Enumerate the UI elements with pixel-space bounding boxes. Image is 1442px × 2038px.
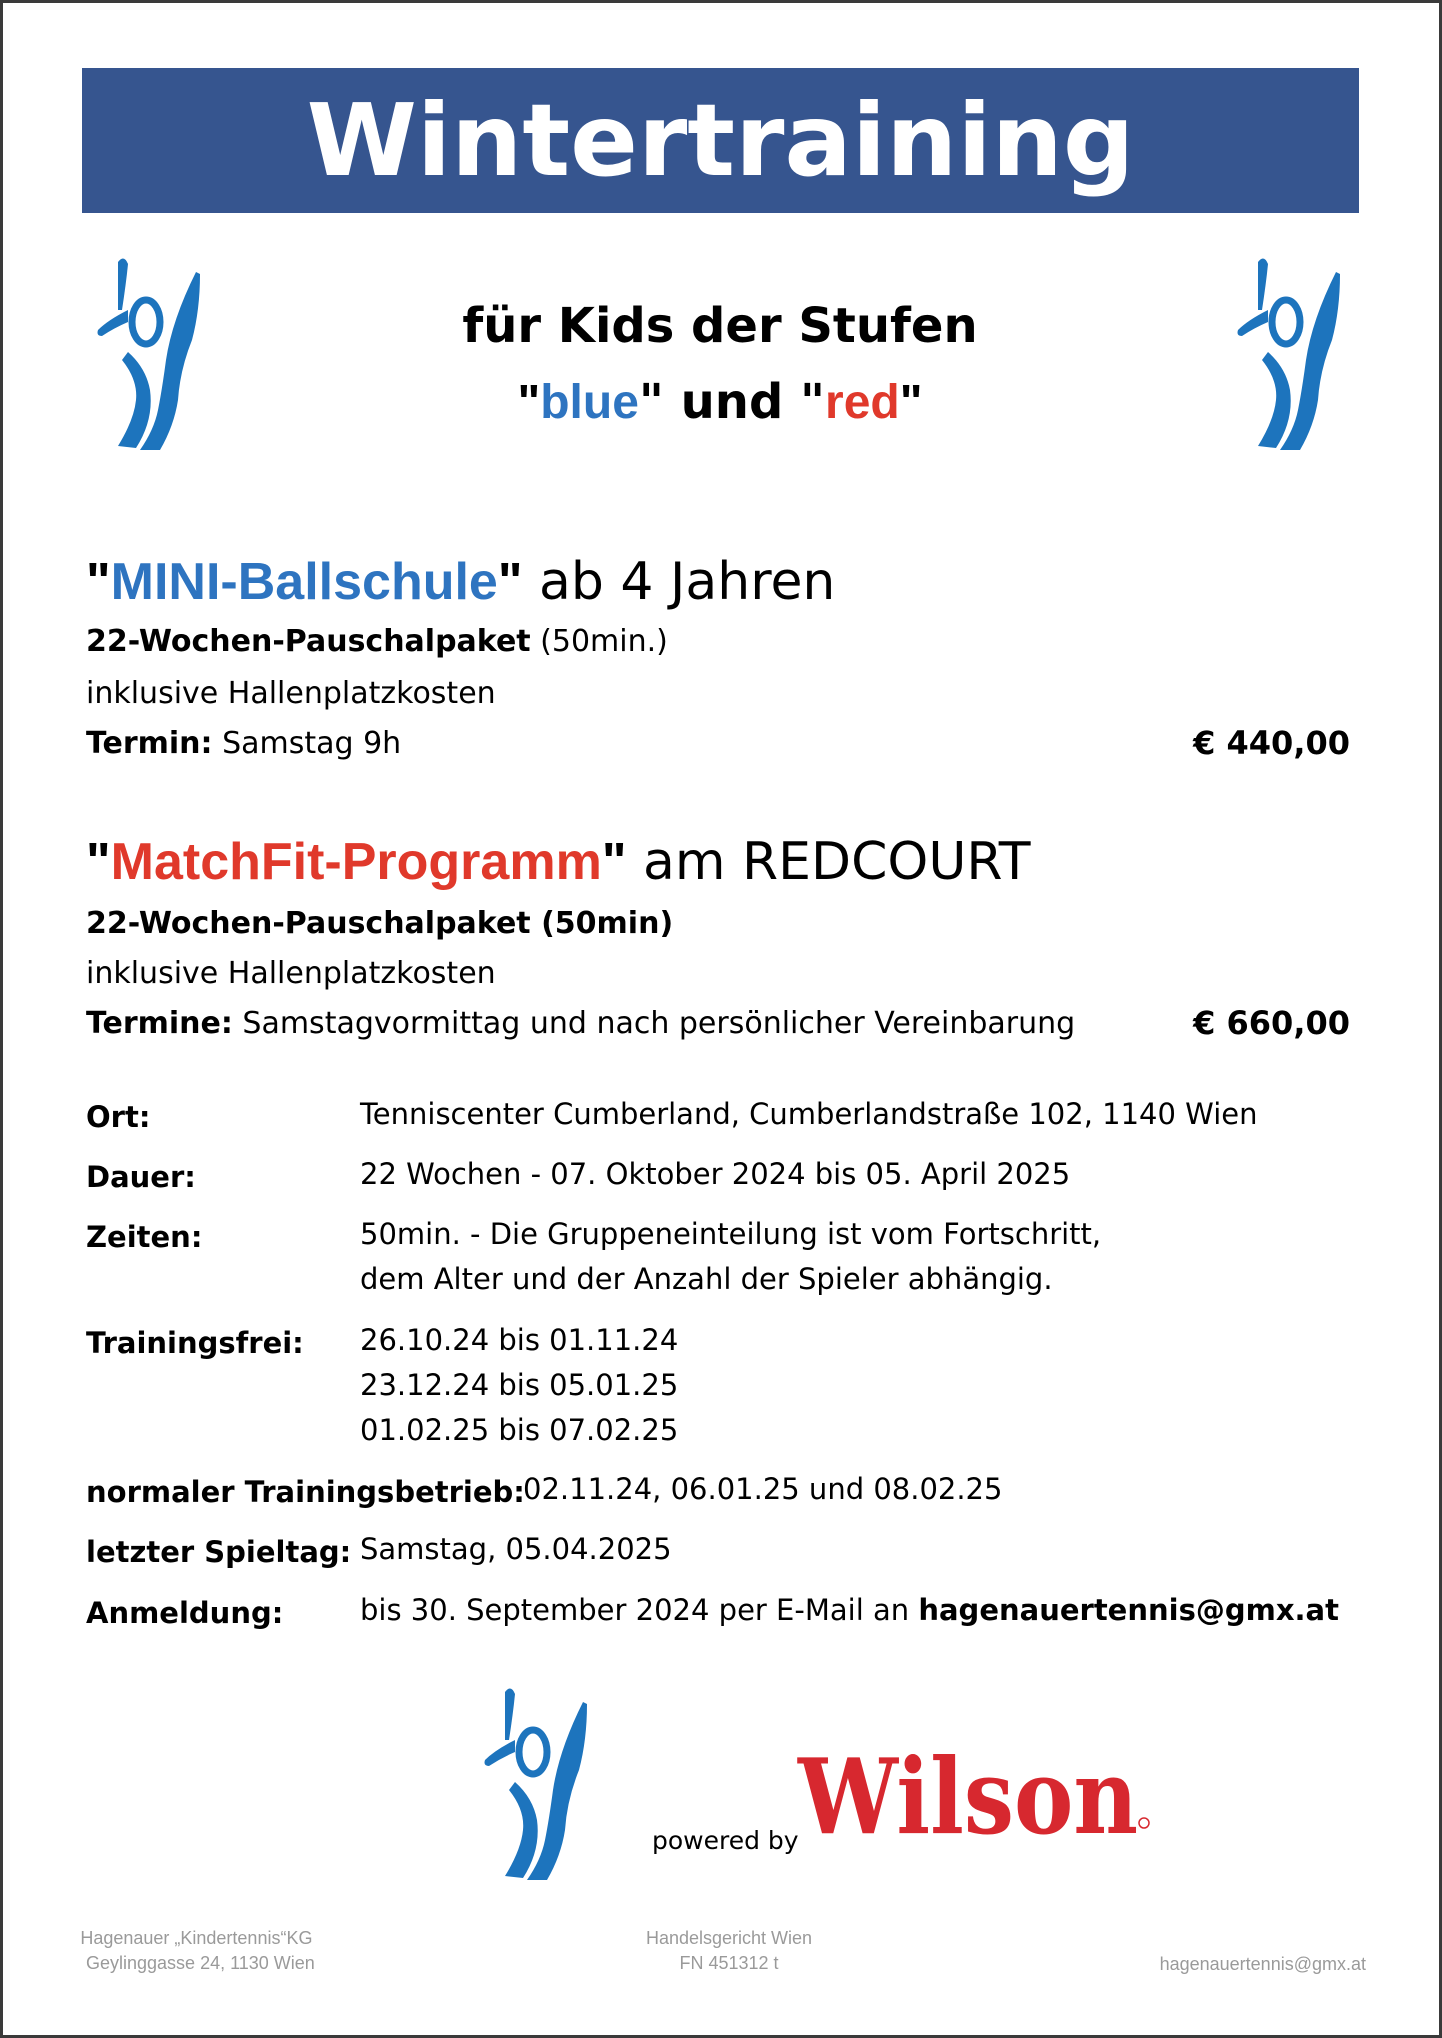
zeiten-label: Zeiten: [86, 1220, 203, 1254]
footer-company [78, 1926, 315, 1976]
level-blue: blue [540, 376, 639, 429]
ort-label: Ort: [86, 1100, 151, 1134]
last-match-day-value: Samstag, 05.04.2025 [360, 1532, 672, 1566]
quote: " [497, 553, 523, 611]
anmeldung-label: Anmeldung: [86, 1596, 284, 1630]
matchfit-price: € 660,00 [1193, 1004, 1350, 1042]
subtitle [320, 288, 1120, 441]
normal-training-value: 02.11.24, 06.01.25 und 08.02.25 [523, 1472, 1003, 1506]
quote: " [86, 553, 111, 611]
mini-termin-value: Samstag 9h [212, 726, 402, 761]
matchfit-package: 22-Wochen-Pauschalpaket (50min) [86, 906, 674, 941]
quote: " [899, 376, 923, 429]
trainingsfrei-period: 23.12.24 bis 05.01.25 [360, 1368, 679, 1402]
quote: " [601, 833, 627, 891]
zeiten-line: dem Alter und der Anzahl der Spieler abhängig. [360, 1262, 1053, 1296]
mini-age: ab 4 Jahren [522, 552, 836, 612]
matchfit-location: am REDCOURT [626, 832, 1031, 892]
mini-package [86, 624, 668, 659]
subtitle-line1: für Kids der Stufen [462, 298, 978, 354]
dauer-value: 22 Wochen - 07. Oktober 2024 bis 05. April 2025 [360, 1157, 1071, 1191]
normal-training-label: normaler Trainingsbetrieb: [86, 1475, 525, 1509]
matchfit-termin-value: Samstagvormittag und nach persönlicher Vereinbarung [232, 1006, 1076, 1041]
mini-termin-label: Termin: [86, 726, 213, 761]
wilson-logo-text: Wilson [797, 1735, 1138, 1855]
subtitle-und: " und " [638, 374, 826, 430]
anmeldung-email[interactable]: hagenauertennis@gmx.at [918, 1593, 1339, 1627]
ort-value: Tenniscenter Cumberland, Cumberlandstraße 102, 1140 Wien [360, 1097, 1258, 1131]
powered-by-text: powered by [652, 1826, 799, 1855]
level-red: red [825, 376, 900, 429]
footer-email[interactable]: hagenauertennis@gmx.at [1159, 1954, 1366, 1974]
matchfit-termin-label: Termine: [86, 1006, 233, 1041]
matchfit-termin [86, 1006, 1075, 1041]
mini-inclusive: inklusive Hallenplatzkosten [86, 676, 496, 711]
tennis-player-logo-icon [470, 1680, 600, 1890]
trainingsfrei-value [360, 1318, 678, 1453]
mini-package-duration: (50min.) [530, 624, 668, 659]
anmeldung-value [360, 1588, 1339, 1633]
last-match-day-label: letzter Spieltag: [86, 1535, 352, 1569]
mini-termin [86, 726, 401, 761]
matchfit-inclusive: inklusive Hallenplatzkosten [86, 956, 496, 991]
mini-price: € 440,00 [1193, 724, 1350, 762]
tennis-player-logo-icon [88, 250, 208, 460]
wilson-logo [792, 1735, 1162, 1855]
page-title: Wintertraining [82, 68, 1359, 213]
trainingsfrei-period: 01.02.25 bis 07.02.25 [360, 1413, 679, 1447]
footer-company-name: Hagenauer „Kindertennis“KG [80, 1928, 313, 1948]
mini-section-title [86, 552, 835, 612]
footer-fn: FN 451312 t [679, 1953, 779, 1973]
trainingsfrei-label: Trainingsfrei: [86, 1326, 304, 1360]
footer-register [636, 1926, 822, 1976]
footer-court: Handelsgericht Wien [645, 1928, 813, 1948]
matchfit-section-title [86, 832, 1030, 892]
footer-address: Geylinggasse 24, 1130 Wien [86, 1953, 315, 1973]
anmeldung-text: bis 30. September 2024 per E-Mail an [360, 1593, 919, 1627]
trainingsfrei-period: 26.10.24 bis 01.11.24 [360, 1323, 679, 1357]
zeiten-value [360, 1212, 1101, 1302]
dauer-label: Dauer: [86, 1160, 196, 1194]
mini-program-name: MINI-Ballschule [110, 553, 498, 611]
subtitle-line2 [320, 364, 1120, 441]
mini-package-name: 22-Wochen-Pauschalpaket [86, 624, 531, 659]
tennis-player-logo-icon [1228, 250, 1348, 460]
quote: " [517, 376, 541, 429]
matchfit-program-name: MatchFit-Programm [110, 833, 602, 891]
zeiten-line: 50min. - Die Gruppeneinteilung ist vom Fortschritt, [360, 1217, 1102, 1251]
quote: " [86, 833, 111, 891]
